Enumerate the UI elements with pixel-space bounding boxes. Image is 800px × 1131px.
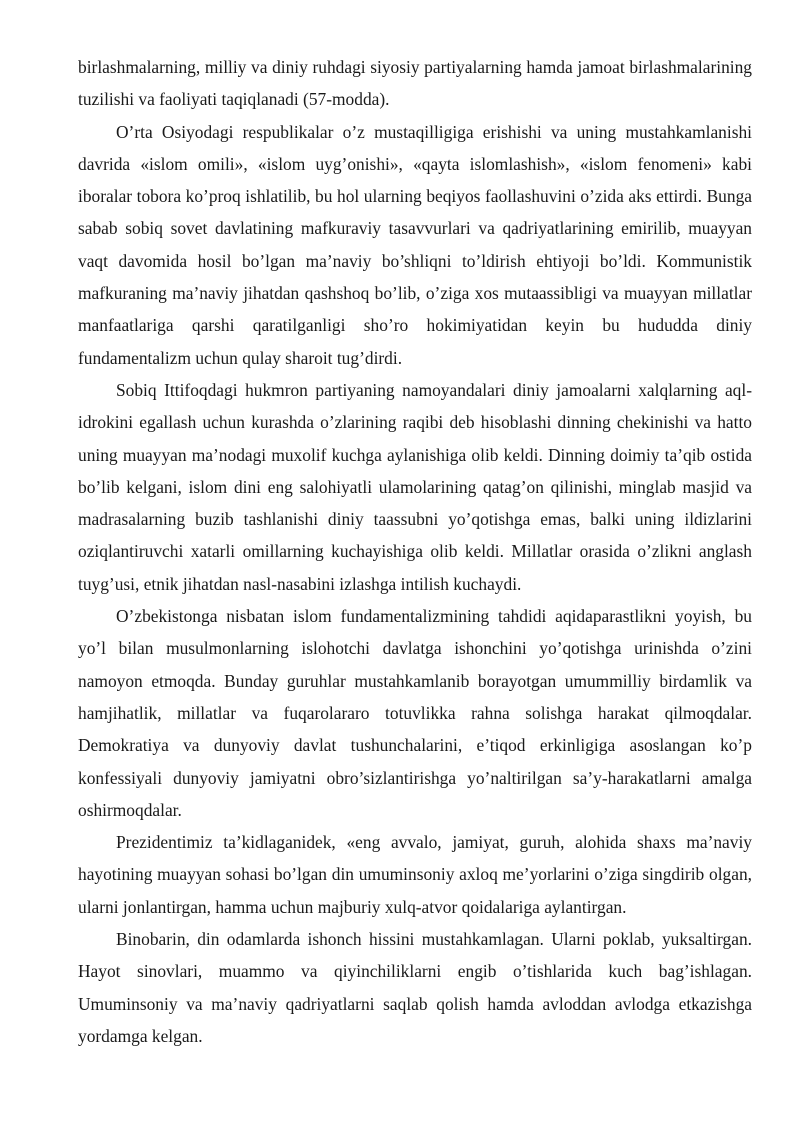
- document-page: [78, 51, 752, 1052]
- paragraph-islam-factor: O’rta Osiyodagi respublikalar o’z mustaqilligiga erishishi va uning mustahkamlanishi davrida «islom omili», «islom uyg’onishi», «qayta islomlashish», «islom fenomeni» kabi iboralar tobora ko’proq ishlatilib, bu hol ularning beqiyos faollashuvini o’zida aks ettirdi. Bunga sabab sobiq sovet davlatining mafkuraviy tasavvurlari va qadriyatlarining emirilib, muayyan vaqt davomida hosil bo’lgan ma’naviy bo’shliqni to’ldirish ehtiyoji bo’ldi. Kommunistik mafkuraning ma’naviy jihatdan qashshoq bo’lib, o’ziga xos mutaassibligi va muayyan millatlar manfaatlariga qarshi qaratilganligi sho’ro hokimiyatidan keyin bu hududda diniy fundamentalizm uchun qulay sharoit tug’dirdi.: [78, 121, 752, 368]
- paragraph-continuation: birlashmalarning, milliy va diniy ruhdagi siyosiy partiyalarning hamda jamoat birlashmalarining tuzilishi va faoliyati taqiqlanadi (57-modda).: [78, 57, 752, 110]
- paragraph-president-quote: Prezidentimiz ta’kidlaganidek, «eng avvalo, jamiyat, guruh, alohida shaxs ma’naviy hayotining muayyan sohasi bo’lgan din umuminsoniy axloq me’yorlarini o’ziga singdirib olgan, ularni jonlantirgan, hamma uchun majburiy xulq-atvor qoidalariga aylantirgan.: [78, 832, 752, 917]
- paragraph-soviet-party: Sobiq Ittifoqdagi hukmron partiyaning namoyandalari diniy jamoalarni xalqlarning aql-idrokini egallash uchun kurashda o’zlarining raqibi deb hisoblashi dinning chekinishi va hatto uning muayyan ma’nodagi muxolif kuchga aylanishiga olib keldi. Dinning doimiy ta’qib ostida bo’lib kelgani, islom dini eng salohiyatli ulamolarining qatag’on qilinishi, minglab masjid va madrasalarning buzib tashlanishi diniy taassubni yo’qotishga emas, balki uning ildizlarini oziqlantiruvchi xatarli omillarning kuchayishiga olib keldi. Millatlar orasida o’zlikni anglash tuyg’usi, etnik jihatdan nasl-nasabini izlashga intilish kuchaydi.: [78, 379, 752, 594]
- paragraph-conclusion: Binobarin, din odamlarda ishonch hissini mustahkamlagan. Ularni poklab, yuksaltirgan. Hayot sinovlari, muammo va qiyinchiliklarni engib o’tishlarida kuch bag’ishlagan. Umuminsoniy va ma’naviy qadriyatlarni saqlab qolish hamda avloddan avlodga etkazishga yordamga kelgan.: [78, 929, 752, 1046]
- paragraph-fundamentalism-threat: O’zbekistonga nisbatan islom fundamentalizmining tahdidi aqidaparastlikni yoyish, bu yo’l bilan musulmonlarning islohotchi davlatga ishonchini yo’qotishga urinishda o’zini namoyon etmoqda. Bunday guruhlar mustahkamlanib borayotgan umummilliy birdamlik va hamjihatlik, millatlar va fuqarolararo totuvlikka rahna solishga harakat qilmoqdalar. Demokratiya va dunyoviy davlat tushunchalarini, e’tiqod erkinligiga asoslangan ko’p konfessiyali dunyoviy jamiyatni obro’sizlantirishga yo’naltirilgan sa’y-harakatlarni amalga oshirmoqdalar.: [78, 606, 752, 820]
